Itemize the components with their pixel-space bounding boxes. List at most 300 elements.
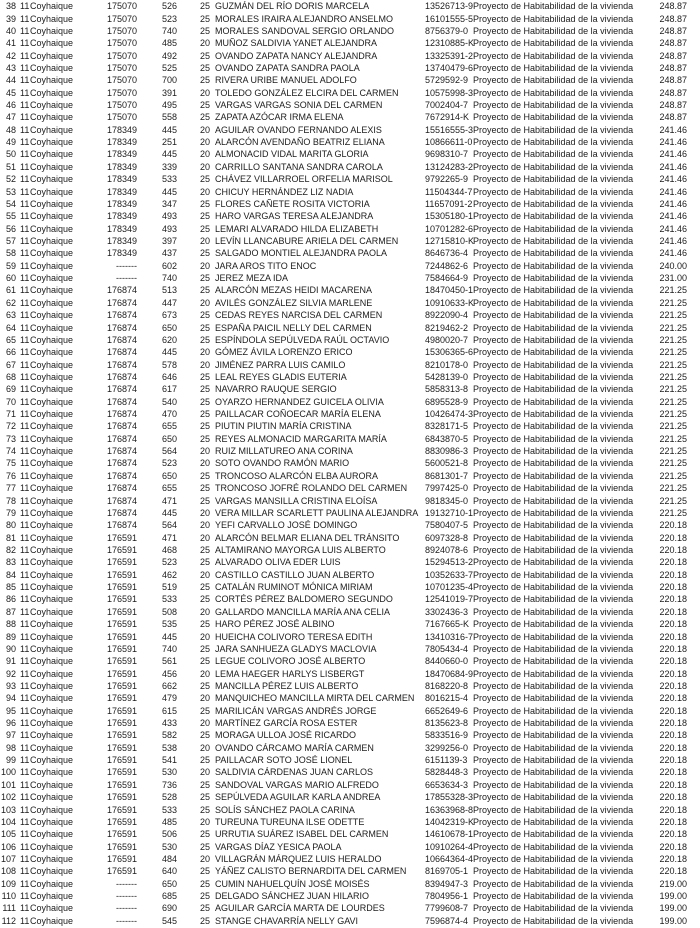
cell-nombre: PIUTIN PIUTIN MARÍA CRISTINA [215,421,352,432]
cell-codigo: 176591 [106,841,137,852]
table-row [0,346,700,358]
cell-monto: 456 [161,668,177,679]
cell-monto: 700 [161,75,177,86]
cell-rut: 10575998-3 [425,87,474,98]
cell-monto: 640 [161,866,177,877]
cell-comuna: Coyhaique [30,557,74,568]
cell-codigo: 176874 [106,470,137,481]
cell-pct: 25 [199,396,210,407]
table-row [0,148,700,160]
cell-region: 11 [20,236,30,246]
cell-pct: 20 [199,631,210,642]
cell-nombre: PAILLACAR COÑOECAR MARÍA ELENA [215,409,381,420]
cell-puntaje: 220.18 [659,829,687,840]
cell-n: 70 [5,396,16,407]
cell-pct: 25 [199,174,210,185]
cell-pct: 25 [199,211,210,222]
cell-monto: 602 [161,260,177,271]
cell-monto: 479 [161,693,177,704]
cell-programa: Proyecto de Habitabilidad de la vivienda [473,878,634,889]
cell-n: 72 [5,421,16,432]
cell-region: 11 [20,100,30,111]
cell-nombre: OVANDO CÁRCAMO MARÍA CARMEN [215,742,374,753]
cell-n: 46 [5,100,16,111]
cell-rut: 6151139-3 [425,755,468,766]
cell-comuna: Coyhaique [30,124,74,135]
cell-comuna: Coyhaique [30,532,74,543]
cell-monto: 558 [161,112,177,123]
cell-rut: 13526713-9 [425,1,474,12]
cell-codigo: 176874 [106,433,137,444]
table-row [0,482,700,494]
cell-monto: 485 [161,816,177,827]
cell-codigo: 176874 [106,359,137,370]
cell-comuna: Coyhaique [30,38,74,49]
cell-n: 106 [0,841,16,852]
cell-n: 91 [5,656,16,667]
cell-pct: 25 [199,322,210,333]
cell-region: 11 [20,458,30,469]
cell-rut: 7997425-0 [425,483,469,494]
cell-puntaje: 221.25 [659,371,687,382]
cell-region: 11 [20,680,30,691]
cell-nombre: ALTAMIRANO MAYORGA LUIS ALBERTO [215,544,386,555]
table-row [0,606,700,618]
cell-monto: 447 [161,297,177,308]
table-row [0,49,700,61]
cell-region: 11 [20,186,30,197]
cell-nombre: LEAL REYES GLADIS EUTERIA [215,371,347,382]
cell-rut: 19132710-1 [425,507,474,518]
cell-programa: Proyecto de Habitabilidad de la vivienda [473,891,634,902]
cell-programa: Proyecto de Habitabilidad de la vivienda [473,730,634,741]
cell-monto: 523 [161,557,177,568]
cell-nombre: TOLEDO GONZÁLEZ ELCIRA DEL CARMEN [215,87,399,98]
cell-puntaje: 220.18 [659,816,687,827]
table-row [0,791,700,803]
cell-comuna: Coyhaique [30,804,74,815]
cell-nombre: CATALÁN RUMINOT MÓNICA MIRIAM [215,582,373,593]
cell-n: 85 [5,582,16,593]
cell-region: 11 [20,1,30,12]
cell-monto: 650 [161,470,177,481]
cell-programa: Proyecto de Habitabilidad de la vivienda [473,779,634,790]
cell-codigo: 176591 [106,680,137,691]
cell-puntaje: 241.46 [659,236,687,246]
cell-puntaje: 221.25 [659,421,687,432]
cell-n: 48 [5,124,16,135]
cell-codigo: 178349 [106,248,137,259]
cell-monto: 471 [161,495,177,506]
cell-region: 11 [20,421,30,432]
cell-puntaje: 241.46 [659,137,687,148]
cell-region: 11 [20,532,30,543]
cell-monto: 445 [161,631,177,642]
cell-codigo: 176874 [106,396,137,407]
cell-n: 94 [5,693,16,704]
cell-puntaje: 221.25 [659,297,687,308]
cell-comuna: Coyhaique [30,507,74,518]
cell-n: 86 [5,594,16,605]
cell-nombre: HUEICHA COLIVORO TERESA EDITH [215,631,373,642]
cell-comuna: Coyhaique [30,483,74,494]
cell-rut: 7805434-4 [425,643,469,654]
cell-n: 39 [5,13,16,24]
cell-pct: 25 [199,50,210,61]
cell-n: 105 [0,829,16,840]
cell-codigo: 176591 [106,557,137,568]
cell-comuna: Coyhaique [30,248,74,259]
cell-rut: 17855328-3 [425,792,474,803]
cell-n: 80 [5,520,16,531]
cell-codigo: 176874 [106,322,137,333]
cell-monto: 339 [161,161,177,172]
cell-comuna: Coyhaique [30,161,74,172]
cell-codigo: 176591 [106,705,137,716]
cell-region: 11 [20,470,30,481]
cell-codigo: ------- [116,891,137,902]
cell-pct: 20 [199,767,210,778]
cell-n: 54 [5,198,16,209]
cell-monto: 530 [161,767,177,778]
cell-pct: 25 [199,421,210,432]
cell-n: 53 [5,186,16,197]
cell-n: 107 [0,853,16,864]
cell-pct: 25 [199,371,210,382]
cell-rut: 9792265-9 [425,174,469,185]
cell-n: 55 [5,211,16,222]
cell-puntaje: 241.46 [659,211,687,222]
cell-comuna: Coyhaique [30,273,74,284]
cell-puntaje: 241.46 [659,149,687,160]
cell-comuna: Coyhaique [30,520,74,531]
cell-rut: 5858313-8 [425,384,469,395]
cell-programa: Proyecto de Habitabilidad de la vivienda [473,520,634,531]
cell-codigo: 175070 [106,100,137,111]
cell-codigo: 176591 [106,606,137,617]
cell-codigo: ------- [116,273,137,284]
cell-pct: 20 [199,853,210,864]
cell-nombre: TRONCOSO ALARCÓN ELBA AURORA [215,470,379,481]
cell-rut: 13124283-2 [425,161,474,172]
cell-rut: 13740479-6 [425,62,474,73]
cell-pct: 25 [199,310,210,321]
cell-comuna: Coyhaique [30,915,74,926]
table-row [0,87,700,99]
cell-pct: 25 [199,483,210,494]
cell-comuna: Coyhaique [30,1,74,12]
cell-codigo: 176591 [106,730,137,741]
cell-comuna: Coyhaique [30,421,74,432]
cell-comuna: Coyhaique [30,396,74,407]
cell-pct: 20 [199,260,210,271]
table-row [0,779,700,791]
cell-puntaje: 221.25 [659,359,687,370]
cell-rut: 13410316-7 [425,631,474,642]
cell-pct: 25 [199,433,210,444]
cell-rut: 15306365-6 [425,347,474,358]
table-row [0,420,700,432]
cell-region: 11 [20,223,30,234]
cell-region: 11 [20,878,30,889]
cell-puntaje: 221.25 [659,409,687,420]
table-row [0,272,700,284]
cell-region: 11 [20,792,30,803]
cell-rut: 10664364-4 [425,853,474,864]
cell-pct: 25 [199,755,210,766]
cell-monto: 578 [161,359,177,370]
cell-codigo: 176591 [106,693,137,704]
cell-comuna: Coyhaique [30,643,74,654]
cell-pct: 20 [199,149,210,160]
cell-n: 66 [5,347,16,358]
table-row [0,593,700,605]
cell-n: 84 [5,569,16,580]
cell-codigo: 178349 [106,186,137,197]
cell-monto: 506 [161,829,177,840]
cell-n: 56 [5,223,16,234]
cell-comuna: Coyhaique [30,50,74,61]
cell-pct: 20 [199,532,210,543]
cell-nombre: HARO PÉREZ JOSÉ ALBINO [215,619,335,630]
cell-nombre: CUMIN NAHUELQUÍN JOSÉ MOISÉS [215,878,370,889]
cell-nombre: JARA SANHUEZA GLADYS MACLOVIA [215,643,377,654]
cell-monto: 445 [161,507,177,518]
cell-monto: 617 [161,384,177,395]
cell-monto: 462 [161,569,177,580]
cell-region: 11 [20,322,30,333]
cell-n: 42 [5,50,16,61]
cell-monto: 673 [161,310,177,321]
cell-codigo: 176591 [106,718,137,729]
cell-pct: 25 [199,582,210,593]
cell-nombre: CASTILLO CASTILLO JUAN ALBERTO [215,569,375,580]
table-row [0,284,700,296]
cell-rut: 7804956-1 [425,891,469,902]
cell-nombre: JARA AROS TITO ENOC [215,260,317,271]
cell-monto: 468 [161,544,177,555]
cell-nombre: TUREUNA TUREUNA ILSE ODETTE [215,816,365,827]
cell-monto: 495 [161,100,177,111]
table-row [0,247,700,259]
cell-n: 97 [5,730,16,741]
cell-puntaje: 220.18 [659,779,687,790]
cell-region: 11 [20,446,30,457]
cell-rut: 10352633-7 [425,569,474,580]
cell-codigo: 176874 [106,297,137,308]
cell-comuna: Coyhaique [30,680,74,691]
cell-nombre: HARO VARGAS TERESA ALEJANDRA [215,211,374,222]
cell-rut: 8646736-4 [425,248,469,259]
cell-region: 11 [20,866,30,877]
cell-region: 11 [20,273,30,284]
table-row [0,235,700,247]
cell-programa: Proyecto de Habitabilidad de la vivienda [473,594,634,605]
cell-comuna: Coyhaique [30,384,74,395]
cell-comuna: Coyhaique [30,718,74,729]
cell-codigo: 176874 [106,310,137,321]
table-row [0,853,700,865]
cell-comuna: Coyhaique [30,792,74,803]
cell-nombre: ALARCÓN BELMAR ELIANA DEL TRÁNSITO [215,532,400,543]
cell-nombre: DELGADO SÁNCHEZ JUAN HILARIO [215,891,370,902]
cell-programa: Proyecto de Habitabilidad de la vivienda [473,359,634,370]
cell-puntaje: 248.87 [659,100,687,111]
cell-codigo: 176874 [106,347,137,358]
cell-nombre: URRUTIA SUÁREZ ISABEL DEL CARMEN [215,829,389,840]
cell-codigo: 176874 [106,507,137,518]
cell-region: 11 [20,285,30,296]
cell-rut: 8016215-4 [425,693,469,704]
table-row [0,569,700,581]
cell-rut: 7799608-7 [425,903,469,914]
cell-rut: 12310885-K [425,38,475,49]
cell-monto: 535 [161,619,177,630]
table-row [0,37,700,49]
cell-puntaje: 221.25 [659,458,687,469]
cell-pct: 25 [199,409,210,420]
cell-rut: 10701282-6 [425,223,474,234]
cell-nombre: ESPAÑA PAICIL NELLY DEL CARMEN [215,322,372,333]
cell-pct: 25 [199,13,210,24]
table-row [0,915,700,927]
cell-puntaje: 220.18 [659,643,687,654]
cell-comuna: Coyhaique [30,174,74,185]
cell-n: 83 [5,557,16,568]
cell-programa: Proyecto de Habitabilidad de la vivienda [473,853,634,864]
cell-region: 11 [20,124,30,135]
cell-region: 11 [20,891,30,902]
cell-n: 90 [5,643,16,654]
cell-region: 11 [20,507,30,518]
cell-comuna: Coyhaique [30,631,74,642]
cell-monto: 646 [161,371,177,382]
cell-programa: Proyecto de Habitabilidad de la vivienda [473,866,634,877]
cell-comuna: Coyhaique [30,705,74,716]
cell-pct: 20 [199,359,210,370]
cell-nombre: LEMARI ALVARADO HILDA ELIZABETH [215,223,379,234]
cell-programa: Proyecto de Habitabilidad de la vivienda [473,297,634,308]
cell-monto: 655 [161,421,177,432]
cell-comuna: Coyhaique [30,100,74,111]
cell-pct: 25 [199,25,210,36]
cell-pct: 20 [199,347,210,358]
cell-monto: 445 [161,124,177,135]
cell-monto: 533 [161,804,177,815]
cell-n: 62 [5,297,16,308]
cell-programa: Proyecto de Habitabilidad de la vivienda [473,75,634,86]
table-row [0,25,700,37]
cell-n: 67 [5,359,16,370]
cell-codigo: 175070 [106,50,137,61]
cell-n: 59 [5,260,16,271]
cell-pct: 25 [199,619,210,630]
cell-puntaje: 240.00 [659,260,687,271]
cell-comuna: Coyhaique [30,371,74,382]
cell-n: 63 [5,310,16,321]
cell-region: 11 [20,779,30,790]
cell-monto: 530 [161,841,177,852]
cell-pct: 25 [199,223,210,234]
cell-puntaje: 220.18 [659,693,687,704]
table-row [0,742,700,754]
cell-region: 11 [20,359,30,370]
table-row [0,544,700,556]
cell-pct: 25 [199,915,210,926]
cell-monto: 347 [161,198,177,209]
cell-puntaje: 220.18 [659,680,687,691]
cell-region: 11 [20,334,30,345]
cell-n: 45 [5,87,16,98]
cell-nombre: MORALES IRAIRA ALEJANDRO ANSELMO [215,13,394,24]
cell-codigo: 175070 [106,112,137,123]
table-row [0,704,700,716]
table-row [0,371,700,383]
cell-codigo: 176874 [106,371,137,382]
cell-pct: 20 [199,693,210,704]
cell-nombre: ALMONACID VIDAL MARITA GLORIA [215,149,369,160]
cell-rut: 16101555-5 [425,13,474,24]
cell-n: 38 [5,1,16,12]
cell-codigo: 176874 [106,520,137,531]
cell-n: 100 [0,767,16,778]
cell-pct: 20 [199,446,210,457]
cell-programa: Proyecto de Habitabilidad de la vivienda [473,396,634,407]
cell-comuna: Coyhaique [30,606,74,617]
cell-rut: 15305180-1 [425,211,474,222]
cell-puntaje: 221.25 [659,483,687,494]
cell-pct: 25 [199,100,210,111]
table-row [0,321,700,333]
cell-programa: Proyecto de Habitabilidad de la vivienda [473,38,634,49]
cell-pct: 25 [199,198,210,209]
cell-codigo: 178349 [106,149,137,160]
cell-region: 11 [20,730,30,741]
cell-puntaje: 221.25 [659,495,687,506]
cell-programa: Proyecto de Habitabilidad de la vivienda [473,384,634,395]
cell-nombre: NAVARRO RAUQUE SERGIO [215,384,337,395]
cell-comuna: Coyhaique [30,446,74,457]
cell-monto: 445 [161,186,177,197]
cell-puntaje: 221.25 [659,310,687,321]
cell-pct: 25 [199,656,210,667]
cell-pct: 20 [199,507,210,518]
cell-nombre: SALDIVIA CÁRDENAS JUAN CARLOS [215,767,374,778]
cell-n: 71 [5,409,16,420]
cell-rut: 11504344-7 [425,186,473,197]
cell-puntaje: 221.25 [659,446,687,457]
cell-programa: Proyecto de Habitabilidad de la vivienda [473,1,634,12]
cell-codigo: 176874 [106,421,137,432]
cell-pct: 20 [199,137,210,148]
cell-rut: 18470450-1 [425,285,474,296]
cell-nombre: CEDAS REYES NARCISA DEL CARMEN [215,310,383,321]
cell-comuna: Coyhaique [30,544,74,555]
cell-codigo: 175070 [106,1,137,12]
cell-monto: 525 [161,62,177,73]
cell-rut: 6652649-6 [425,705,469,716]
cell-puntaje: 241.46 [659,124,687,135]
cell-nombre: SANDOVAL VARGAS MARIO ALFREDO [215,779,379,790]
cell-nombre: AVILÉS GONZÁLEZ SILVIA MARLENE [215,297,373,308]
cell-programa: Proyecto de Habitabilidad de la vivienda [473,211,634,222]
cell-programa: Proyecto de Habitabilidad de la vivienda [473,25,634,36]
cell-rut: 8830986-3 [425,446,469,457]
cell-n: 65 [5,334,16,345]
cell-codigo: 178349 [106,223,137,234]
cell-codigo: 176874 [106,495,137,506]
cell-comuna: Coyhaique [30,742,74,753]
